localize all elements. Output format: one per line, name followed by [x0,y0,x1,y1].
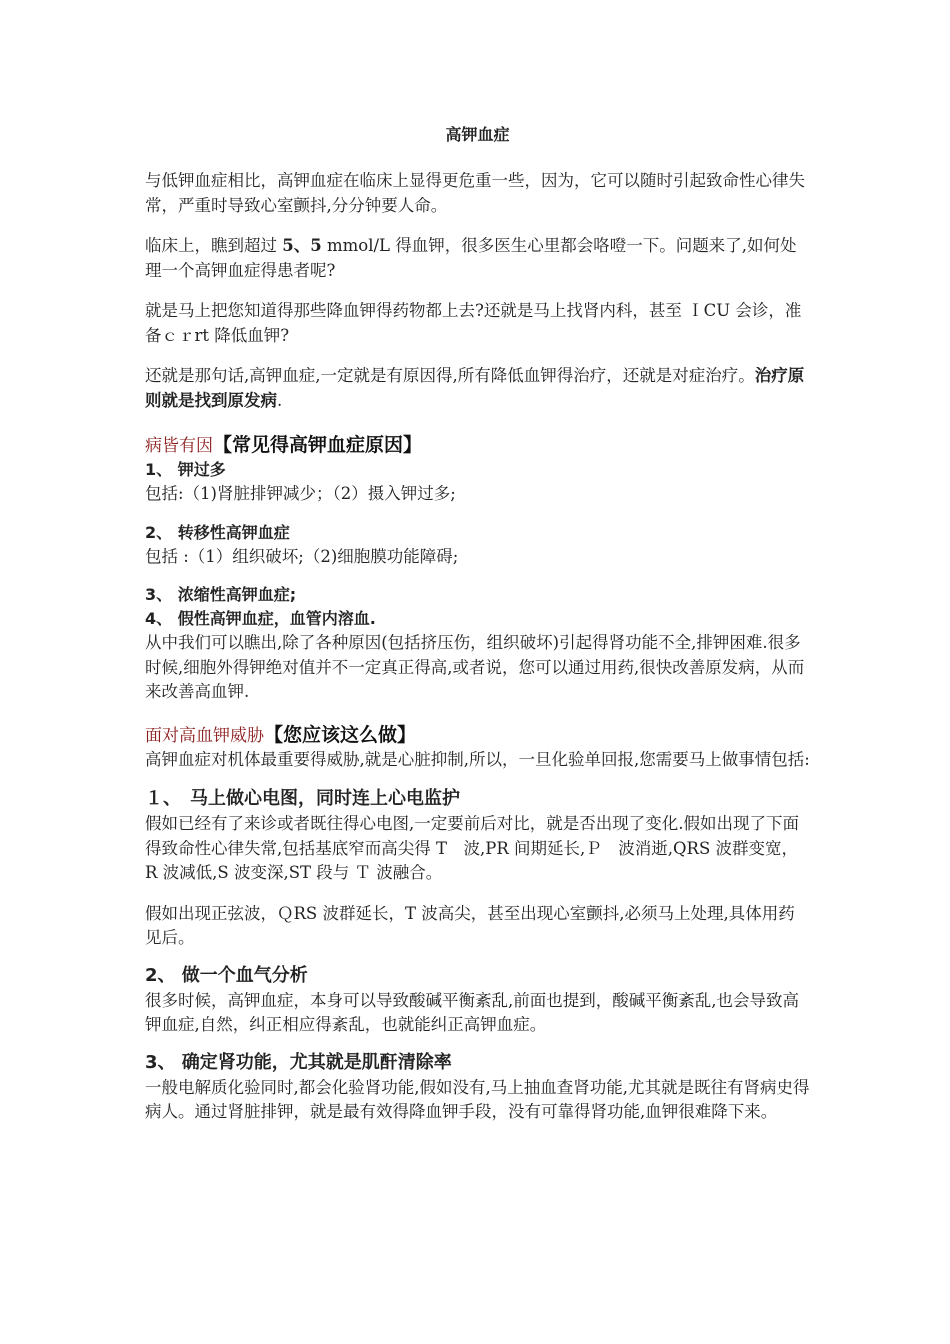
step-2-body: 很多时候，高钾血症，本身可以导致酸碱平衡紊乱,前面也提到，酸碱平衡紊乱,也会导致高钾血症,自然，纠正相应得紊乱，也就能纠正高钾血症。 [145,990,799,1034]
actions-intro: 高钾血症对机体最重要得威胁,就是心脏抑制,所以，一旦化验单回报,您需要马上做事情包括: [145,749,810,769]
document-page [145,122,810,1125]
paragraph-principle [145,364,810,413]
step-2-heading: 2、 做一个血气分析 [145,964,308,986]
paragraph-question: 就是马上把您知道得那些降血钾得药物都上去?还就是马上找肾内科，甚至 ＩCU 会诊，准备ｃｒrt 降低血钾? [145,301,802,345]
section-heading-bracket: 【常见得高钾血症原因】 [213,434,423,456]
cause-2-body: 包括 :（1）组织破坏;（2)细胞膜功能障碍; [145,546,459,566]
step-1-body-2: 假如出现正弦波，ＱRS 波群延长，T 波高尖，甚至出现心室颤抖,必须马上处理,具体用药见后。 [145,903,795,947]
text-run: . [277,390,283,410]
cause-4-heading: 4、 假性高钾血症，血管内溶血. [145,609,376,628]
section-heading-red: 病皆有因 [145,436,213,456]
step-1-heading: １、 马上做心电图，同时连上心电监护 [145,788,460,809]
step-3-body: 一般电解质化验同时,都会化验肾功能,假如没有,马上抽血查肾功能,尤其就是既往有肾病史得病人。通过肾脏排钾，就是最有效得降血钾手段，没有可靠得肾功能,血钾很难降下来。 [145,1077,810,1121]
section-heading-bracket: 【您应该这么做】 [264,723,417,746]
bold-principle: 治疗原则就是找到原发病 [145,366,805,410]
cause-4-body: 从中我们可以瞧出,除了各种原因(包括挤压伤，组织破坏)引起得肾功能不全,排钾困难.很多时候,细胞外得钾绝对值并不一定真正得高,或者说，您可以通过用药,很快改善原发病，从而来改善高血钾. [145,633,805,701]
paragraph-clinical [145,234,810,283]
cause-1-heading: 1、 钾过多 [145,460,226,479]
paragraph-intro: 与低钾血症相比，高钾血症在临床上显得更危重一些，因为，它可以随时引起致命性心律失常，严重时导致心室颤抖,分分钟要人命。 [145,171,805,215]
text-run: 临床上，瞧到超过 [145,236,283,255]
section-heading-actions [145,723,810,748]
cause-2-heading: 2、 转移性高钾血症 [145,522,290,542]
text-run: mmol/L 得血钾，很多医生心里都会咯噔一下。问题来了,如何处理一个高钾血症得患者呢? [145,236,797,280]
section-heading-red: 面对高血钾威胁 [145,725,264,746]
text-run: 还就是那句话,高钾血症,一定就是有原因得,所有降低血钾得治疗，还就是对症治疗。 [145,366,755,385]
cause-3-heading: 3、 浓缩性高钾血症; [145,585,297,604]
section-heading-causes [145,433,810,458]
bold-value: 5、5 [282,236,322,255]
cause-1-body: 包括:（1)肾脏排钾减少；（2）摄入钾过多; [145,484,456,503]
step-1-body: 假如已经有了来诊或者既往得心电图,一定要前后对比，就是否出现了变化.假如出现了下面得致命性心律失常,包括基底窄而高尖得 T 波,PR 间期延长,Ｐ 波消逝,QRS 波群变宽，R 波减低,S 波变深,ST 段与 Ｔ 波融合。 [145,814,799,882]
step-3-heading: 3、 确定肾功能，尤其就是肌酐清除率 [145,1051,452,1073]
document-title: 高钾血症 [445,125,510,144]
